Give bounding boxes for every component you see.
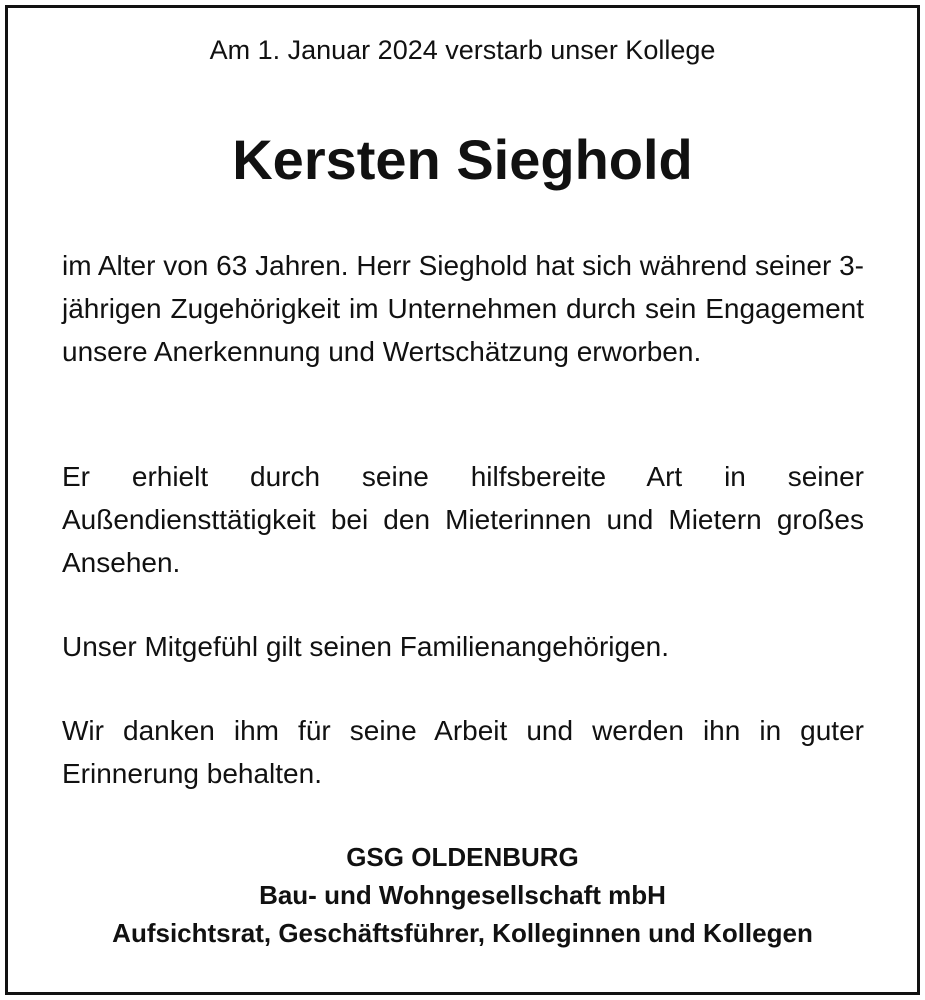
paragraph-condolence: Unser Mitgefühl gilt seinen Familienangehörigen. — [62, 631, 670, 662]
company-name: GSG OLDENBURG — [346, 842, 579, 872]
paragraph-gratitude: Wir danken ihm für seine Arbeit und werden ihn in guter Erinnerung behalten. — [62, 715, 864, 789]
company-subtitle: Bau- und Wohngesellschaft mbH — [259, 880, 666, 910]
paragraph-age-tenure: im Alter von 63 Jahren. Herr Sieghold hat sich während seiner 3-jährigen Zugehörigkeit im Unternehmen durch sein Engagement unsere Anerkennung und Wertschätzung erworben. — [62, 250, 864, 367]
intro-line: Am 1. Januar 2024 verstarb unser Kollege — [209, 35, 716, 65]
deceased-name: Kersten Sieghold — [232, 128, 693, 191]
paragraph-field-service: Er erhielt durch seine hilfsbereite Art in seiner Außendiensttätigkeit bei den Mieterinnen und Mietern großes Ansehen. — [62, 461, 864, 578]
signature-block — [0, 838, 925, 952]
signatories: Aufsichtsrat, Geschäftsführer, Kolleginnen und Kollegen — [112, 918, 813, 948]
